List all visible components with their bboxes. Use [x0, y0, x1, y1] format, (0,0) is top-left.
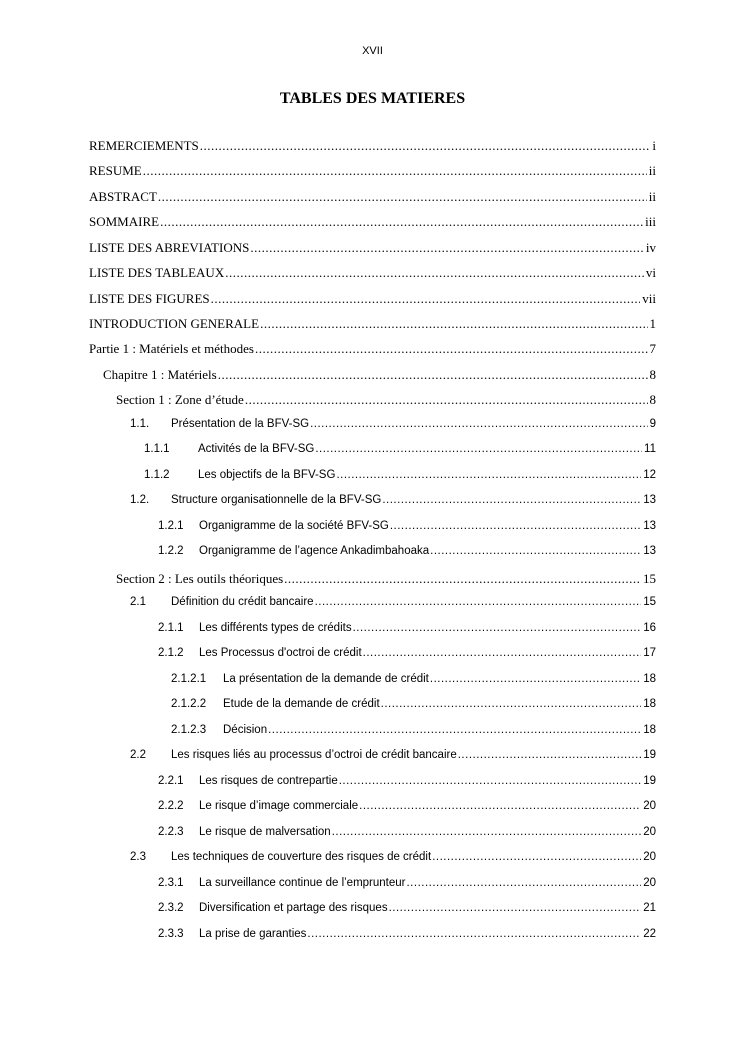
toc-entry-page: 20	[643, 800, 656, 812]
toc-entry-label: Définition du crédit bancaire	[171, 596, 314, 608]
dot-leader	[211, 291, 641, 307]
toc-entry-label: Décision	[223, 724, 268, 736]
toc-entry[interactable]	[103, 367, 656, 383]
toc-entry-number: 2.3.1	[158, 877, 184, 889]
toc-entry[interactable]	[158, 826, 656, 842]
toc-entry[interactable]	[158, 545, 656, 561]
toc-entry-label: Activités de la BFV-SG	[198, 443, 315, 455]
toc-entry-page: 12	[643, 469, 656, 481]
toc-entry[interactable]	[116, 392, 656, 408]
toc-entry-page: 18	[643, 673, 656, 685]
toc-entry-number: 1.1.	[130, 418, 150, 430]
toc-entry-number: 1.2.1	[158, 520, 184, 532]
dot-leader	[218, 367, 648, 383]
toc-entry[interactable]	[130, 494, 656, 510]
toc-entry-number: 1.2.2	[158, 545, 184, 557]
toc-entry-page: 13	[643, 520, 656, 532]
toc-entry-label: Présentation de la BFV-SG	[171, 418, 310, 430]
toc-entry-label: RESUME	[89, 163, 142, 178]
toc-entry-page: i	[652, 138, 656, 153]
toc-entry[interactable]	[89, 240, 656, 256]
toc-entry-number: 2.2.2	[158, 800, 184, 812]
toc-entry-page: iii	[645, 214, 656, 229]
toc-entry[interactable]	[89, 316, 656, 332]
toc-entry[interactable]	[171, 724, 656, 740]
toc-entry-label: Les risques de contrepartie	[199, 775, 338, 787]
dot-leader	[315, 596, 642, 608]
toc-entry[interactable]	[144, 469, 656, 485]
dot-leader	[307, 928, 641, 940]
toc-entry-page: 16	[643, 622, 656, 634]
toc-entry-page: 18	[643, 698, 656, 710]
toc-entry-page: 8	[649, 392, 656, 407]
dot-leader	[363, 647, 642, 659]
toc-entry-number: 2.3	[130, 851, 146, 863]
page-title: TABLES DES MATIERES	[279, 90, 466, 107]
toc-entry-page: vii	[642, 291, 656, 306]
dot-leader	[268, 724, 641, 736]
dot-leader	[255, 341, 648, 357]
toc-entry-page: iv	[645, 240, 656, 255]
toc-entry-label: Organigramme de la société BFV-SG	[199, 520, 389, 532]
toc-entry-number: 2.1.1	[158, 622, 184, 634]
toc-entry-number: 2.2.3	[158, 826, 184, 838]
toc-entry-label: REMERCIEMENTS	[89, 138, 199, 153]
dot-leader	[389, 902, 642, 914]
toc-entry[interactable]	[158, 647, 656, 663]
toc-entry[interactable]	[89, 138, 656, 154]
dot-leader	[250, 240, 644, 256]
toc-entry[interactable]	[158, 902, 656, 918]
toc-entry[interactable]	[158, 928, 656, 944]
toc-entry-number: 2.3.3	[158, 928, 184, 940]
toc-entry[interactable]	[130, 749, 656, 765]
toc-entry-page: ii	[648, 189, 656, 204]
toc-entry-page: 18	[643, 724, 656, 736]
dot-leader	[332, 826, 642, 838]
page-number: XVII	[362, 45, 383, 57]
toc-entry-label: Section 2 : Les outils théoriques	[116, 571, 284, 586]
toc-entry-page: 7	[649, 341, 656, 356]
toc-entry-page: 1	[649, 316, 656, 331]
dot-leader	[336, 469, 641, 481]
toc-entry-label: Le risque de malversation	[199, 826, 331, 838]
toc-entry-number: 2.2	[130, 749, 146, 761]
toc-entry-label: Organigramme de l’agence Ankadimbahoaka	[199, 545, 430, 557]
dot-leader	[339, 775, 641, 787]
toc-entry[interactable]	[158, 622, 656, 638]
toc-entry[interactable]	[130, 418, 656, 434]
toc-entry-number: 2.1.2.1	[171, 673, 207, 685]
toc-entry-number: 1.1.1	[144, 443, 170, 455]
dot-leader	[200, 138, 651, 154]
dot-leader	[458, 749, 641, 761]
toc-entry-label: Les Processus d'octroi de crédit	[199, 647, 362, 659]
toc-entry-label: Les risques liés au processus d’octroi de crédit bancaire	[171, 749, 457, 761]
dot-leader	[390, 520, 641, 532]
toc-entry-label: LISTE DES FIGURES	[89, 291, 210, 306]
dot-leader	[432, 851, 641, 863]
toc-entry-page: 20	[643, 877, 656, 889]
toc-entry[interactable]	[89, 291, 656, 307]
toc-entry-label: Le risque d’image commerciale	[199, 800, 359, 812]
toc-entry-page: 15	[643, 571, 656, 586]
toc-entry-number: 2.2.1	[158, 775, 184, 787]
toc-entry[interactable]	[171, 673, 656, 689]
toc-entry-label: La présentation de la demande de crédit	[223, 673, 429, 685]
toc-entry[interactable]	[89, 265, 656, 281]
dot-leader	[430, 545, 641, 557]
toc-entry-page: 8	[649, 367, 656, 382]
toc-entry[interactable]	[158, 520, 656, 536]
toc-entry-page: 9	[649, 418, 656, 430]
toc-entry-label: La surveillance continue de l’emprunteur	[199, 877, 406, 889]
toc-entry-page: 15	[643, 596, 656, 608]
dot-leader	[359, 800, 641, 812]
toc-entry-number: 1.1.2	[144, 469, 170, 481]
toc-entry[interactable]	[171, 698, 656, 714]
dot-leader	[225, 265, 644, 281]
dot-leader	[143, 163, 647, 179]
toc-entry-label: La prise de garanties	[199, 928, 307, 940]
toc-entry-page: 17	[643, 647, 656, 659]
toc-entry-label: Chapitre 1 : Matériels	[103, 367, 217, 382]
toc-entry-label: LISTE DES TABLEAUX	[89, 265, 225, 280]
toc-entry-page: 20	[643, 826, 656, 838]
toc-entry[interactable]	[89, 214, 656, 230]
toc-entry-label: Structure organisationnelle de la BFV-SG	[171, 494, 382, 506]
toc-entry-number: 2.3.2	[158, 902, 184, 914]
toc-entry-page: ii	[648, 163, 656, 178]
toc-entry-page: 20	[643, 851, 656, 863]
toc-entry-label: Les objectifs de la BFV-SG	[198, 469, 336, 481]
dot-leader	[260, 316, 647, 332]
dot-leader	[310, 418, 648, 430]
dot-leader	[382, 494, 641, 506]
toc-entry[interactable]	[89, 163, 656, 179]
dot-leader	[284, 571, 641, 587]
toc-entry-label: Etude de la demande de crédit	[223, 698, 380, 710]
toc-entry-label: INTRODUCTION GENERALE	[89, 316, 260, 331]
dot-leader	[160, 214, 643, 230]
toc-entry[interactable]	[130, 851, 656, 867]
toc-entry[interactable]	[158, 877, 656, 893]
toc-entry-label: Les différents types de crédits	[199, 622, 352, 634]
toc-entry-page: 13	[643, 545, 656, 557]
toc-entry-page: 19	[643, 775, 656, 787]
toc-entry-number: 1.2.	[130, 494, 150, 506]
dot-leader	[430, 673, 641, 685]
toc-entry-label: Section 1 : Zone d’étude	[116, 392, 244, 407]
dot-leader	[406, 877, 641, 889]
dot-leader	[353, 622, 642, 634]
toc-entry-label: Diversification et partage des risques	[199, 902, 388, 914]
toc-entry[interactable]	[116, 571, 656, 587]
dot-leader	[158, 189, 647, 205]
toc-entry-page: vi	[645, 265, 656, 280]
toc-entry[interactable]	[89, 341, 656, 357]
toc-entry-page: 22	[643, 928, 656, 940]
toc-entry-label: Les techniques de couverture des risques de crédit	[171, 851, 432, 863]
toc-entry[interactable]	[144, 443, 656, 459]
toc-entry-page: 21	[643, 902, 656, 914]
toc-entry-number: 2.1.2	[158, 647, 184, 659]
dot-leader	[381, 698, 642, 710]
toc-entry[interactable]	[158, 800, 656, 816]
toc-entry[interactable]	[89, 189, 656, 205]
toc-entry-label: SOMMAIRE	[89, 214, 160, 229]
toc-entry-label: ABSTRACT	[89, 189, 157, 204]
toc-entry-page: 11	[644, 443, 656, 455]
toc-entry-page: 19	[643, 749, 656, 761]
toc-entry-number: 2.1.2.3	[171, 724, 207, 736]
toc-entry[interactable]	[158, 775, 656, 791]
toc-entry-label: Partie 1 : Matériels et méthodes	[89, 341, 254, 356]
toc-entry-label: LISTE DES ABREVIATIONS	[89, 240, 250, 255]
dot-leader	[315, 443, 642, 455]
toc-entry[interactable]	[130, 596, 656, 612]
toc-entry-number: 2.1	[130, 596, 146, 608]
dot-leader	[245, 392, 648, 408]
toc-entry-page: 13	[643, 494, 656, 506]
toc-entry-number: 2.1.2.2	[171, 698, 207, 710]
